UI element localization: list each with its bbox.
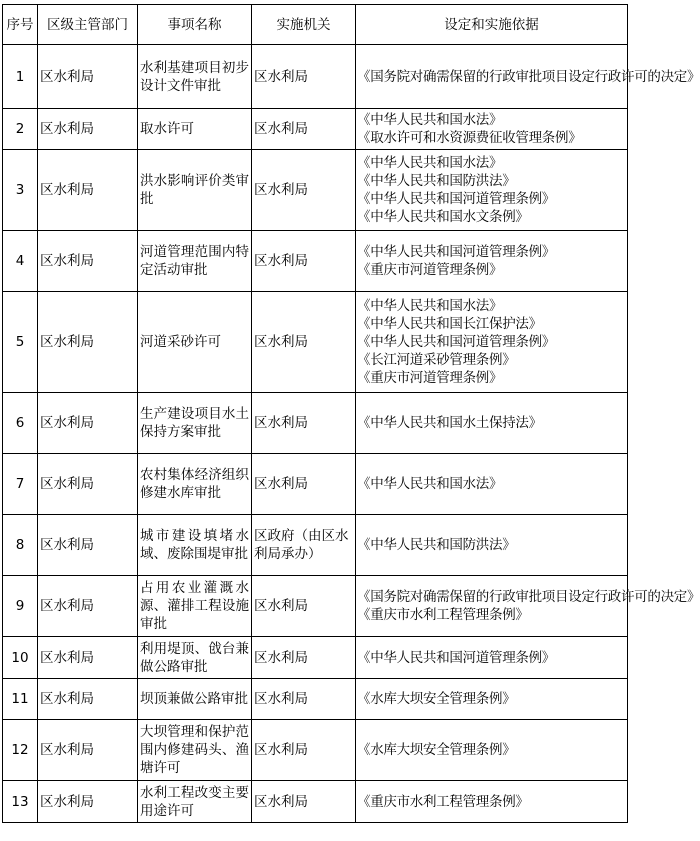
cell-item-name: 占用农业灌溉水源、灌排工程设施审批 (138, 576, 252, 637)
cell-basis (356, 150, 628, 231)
cell-org: 区政府（由区水利局承办） (252, 515, 356, 576)
cell-basis (356, 231, 628, 292)
cell-no: 9 (3, 576, 38, 637)
cell-item-name: 河道采砂许可 (138, 292, 252, 393)
cell-no: 5 (3, 292, 38, 393)
cell-org: 区水利局 (252, 292, 356, 393)
table-row (3, 576, 628, 637)
cell-item-name: 城市建设填堵水域、废除围堤审批 (138, 515, 252, 576)
basis-line: 《重庆市河道管理条例》 (357, 370, 503, 386)
cell-basis (356, 679, 628, 720)
cell-org: 区水利局 (252, 781, 356, 823)
cell-dept: 区水利局 (38, 679, 138, 720)
cell-dept: 区水利局 (38, 150, 138, 231)
table-row (3, 454, 628, 515)
basis-line: 《中华人民共和国水法》 (357, 112, 503, 128)
cell-basis (356, 454, 628, 515)
cell-org: 区水利局 (252, 576, 356, 637)
table-row (3, 45, 628, 109)
basis-line: 《重庆市河道管理条例》 (357, 262, 503, 278)
cell-dept: 区水利局 (38, 109, 138, 150)
table-row (3, 150, 628, 231)
cell-dept: 区水利局 (38, 231, 138, 292)
table-row (3, 637, 628, 679)
cell-basis (356, 720, 628, 781)
header-basis: 设定和实施依据 (356, 5, 628, 45)
cell-basis (356, 781, 628, 823)
cell-item-name: 水利工程改变主要用途许可 (138, 781, 252, 823)
basis-line: 《国务院对确需保留的行政审批项目设定行政许可的决定》 (357, 589, 700, 605)
cell-org: 区水利局 (252, 454, 356, 515)
cell-basis (356, 292, 628, 393)
basis-line: 《中华人民共和国水法》 (357, 155, 503, 171)
cell-no: 13 (3, 781, 38, 823)
cell-dept: 区水利局 (38, 720, 138, 781)
cell-org: 区水利局 (252, 679, 356, 720)
cell-item-name: 河道管理范围内特定活动审批 (138, 231, 252, 292)
cell-basis (356, 393, 628, 454)
cell-item-name: 利用堤顶、戗台兼做公路审批 (138, 637, 252, 679)
header-dept: 区级主管部门 (38, 5, 138, 45)
cell-dept: 区水利局 (38, 781, 138, 823)
basis-line: 《中华人民共和国水文条例》 (357, 209, 529, 225)
cell-no: 2 (3, 109, 38, 150)
cell-item-name: 坝顶兼做公路审批 (138, 679, 252, 720)
basis-line: 《国务院对确需保留的行政审批项目设定行政许可的决定》 (357, 68, 700, 85)
cell-dept: 区水利局 (38, 292, 138, 393)
cell-no: 7 (3, 454, 38, 515)
basis-line: 《中华人民共和国防洪法》 (357, 537, 516, 553)
cell-item-name: 水利基建项目初步设计文件审批 (138, 45, 252, 109)
table-row (3, 781, 628, 823)
cell-basis (356, 515, 628, 576)
table-header-row (3, 5, 628, 45)
cell-dept: 区水利局 (38, 637, 138, 679)
cell-item-name: 农村集体经济组织修建水库审批 (138, 454, 252, 515)
basis-line: 《中华人民共和国水法》 (357, 298, 503, 314)
cell-org: 区水利局 (252, 637, 356, 679)
basis-line: 《中华人民共和国河道管理条例》 (357, 649, 555, 666)
cell-item-name: 大坝管理和保护范围内修建码头、渔塘许可 (138, 720, 252, 781)
basis-line: 《中华人民共和国河道管理条例》 (357, 334, 555, 350)
basis-line: 《中华人民共和国河道管理条例》 (357, 191, 555, 207)
basis-line: 《中华人民共和国水法》 (357, 476, 503, 492)
cell-org: 区水利局 (252, 231, 356, 292)
table-row (3, 515, 628, 576)
table-row (3, 393, 628, 454)
cell-basis (356, 109, 628, 150)
cell-no: 10 (3, 637, 38, 679)
table-row (3, 720, 628, 781)
table-body (3, 45, 700, 823)
basis-line: 《水库大坝安全管理条例》 (357, 691, 516, 707)
table-row (3, 231, 628, 292)
basis-line: 《取水许可和水资源费征收管理条例》 (357, 130, 582, 146)
table-row (3, 292, 628, 393)
header-name: 事项名称 (138, 5, 252, 45)
cell-basis (356, 576, 700, 637)
basis-line: 《中华人民共和国长江保护法》 (357, 316, 542, 332)
cell-dept: 区水利局 (38, 45, 138, 109)
cell-item-name: 取水许可 (138, 109, 252, 150)
approval-items-table (2, 4, 700, 823)
basis-line: 《重庆市水利工程管理条例》 (357, 793, 529, 810)
cell-org: 区水利局 (252, 720, 356, 781)
cell-basis (356, 637, 628, 679)
cell-no: 3 (3, 150, 38, 231)
basis-line: 《长江河道采砂管理条例》 (357, 352, 516, 368)
cell-basis (356, 45, 700, 109)
basis-line: 《中华人民共和国河道管理条例》 (357, 244, 555, 260)
cell-org: 区水利局 (252, 45, 356, 109)
basis-line: 《中华人民共和国防洪法》 (357, 173, 516, 189)
cell-no: 11 (3, 679, 38, 720)
basis-line: 《中华人民共和国水土保持法》 (357, 415, 542, 431)
table-row (3, 109, 628, 150)
cell-no: 1 (3, 45, 38, 109)
cell-no: 8 (3, 515, 38, 576)
cell-item-name: 生产建设项目水土保持方案审批 (138, 393, 252, 454)
cell-org: 区水利局 (252, 150, 356, 231)
cell-org: 区水利局 (252, 109, 356, 150)
cell-no: 4 (3, 231, 38, 292)
cell-org: 区水利局 (252, 393, 356, 454)
header-org: 实施机关 (252, 5, 356, 45)
cell-dept: 区水利局 (38, 515, 138, 576)
table-row (3, 679, 628, 720)
cell-no: 6 (3, 393, 38, 454)
header-no: 序号 (3, 5, 38, 45)
cell-dept: 区水利局 (38, 576, 138, 637)
basis-line: 《重庆市水利工程管理条例》 (357, 607, 529, 623)
cell-dept: 区水利局 (38, 393, 138, 454)
cell-dept: 区水利局 (38, 454, 138, 515)
cell-item-name: 洪水影响评价类审批 (138, 150, 252, 231)
cell-no: 12 (3, 720, 38, 781)
basis-line: 《水库大坝安全管理条例》 (357, 742, 516, 758)
